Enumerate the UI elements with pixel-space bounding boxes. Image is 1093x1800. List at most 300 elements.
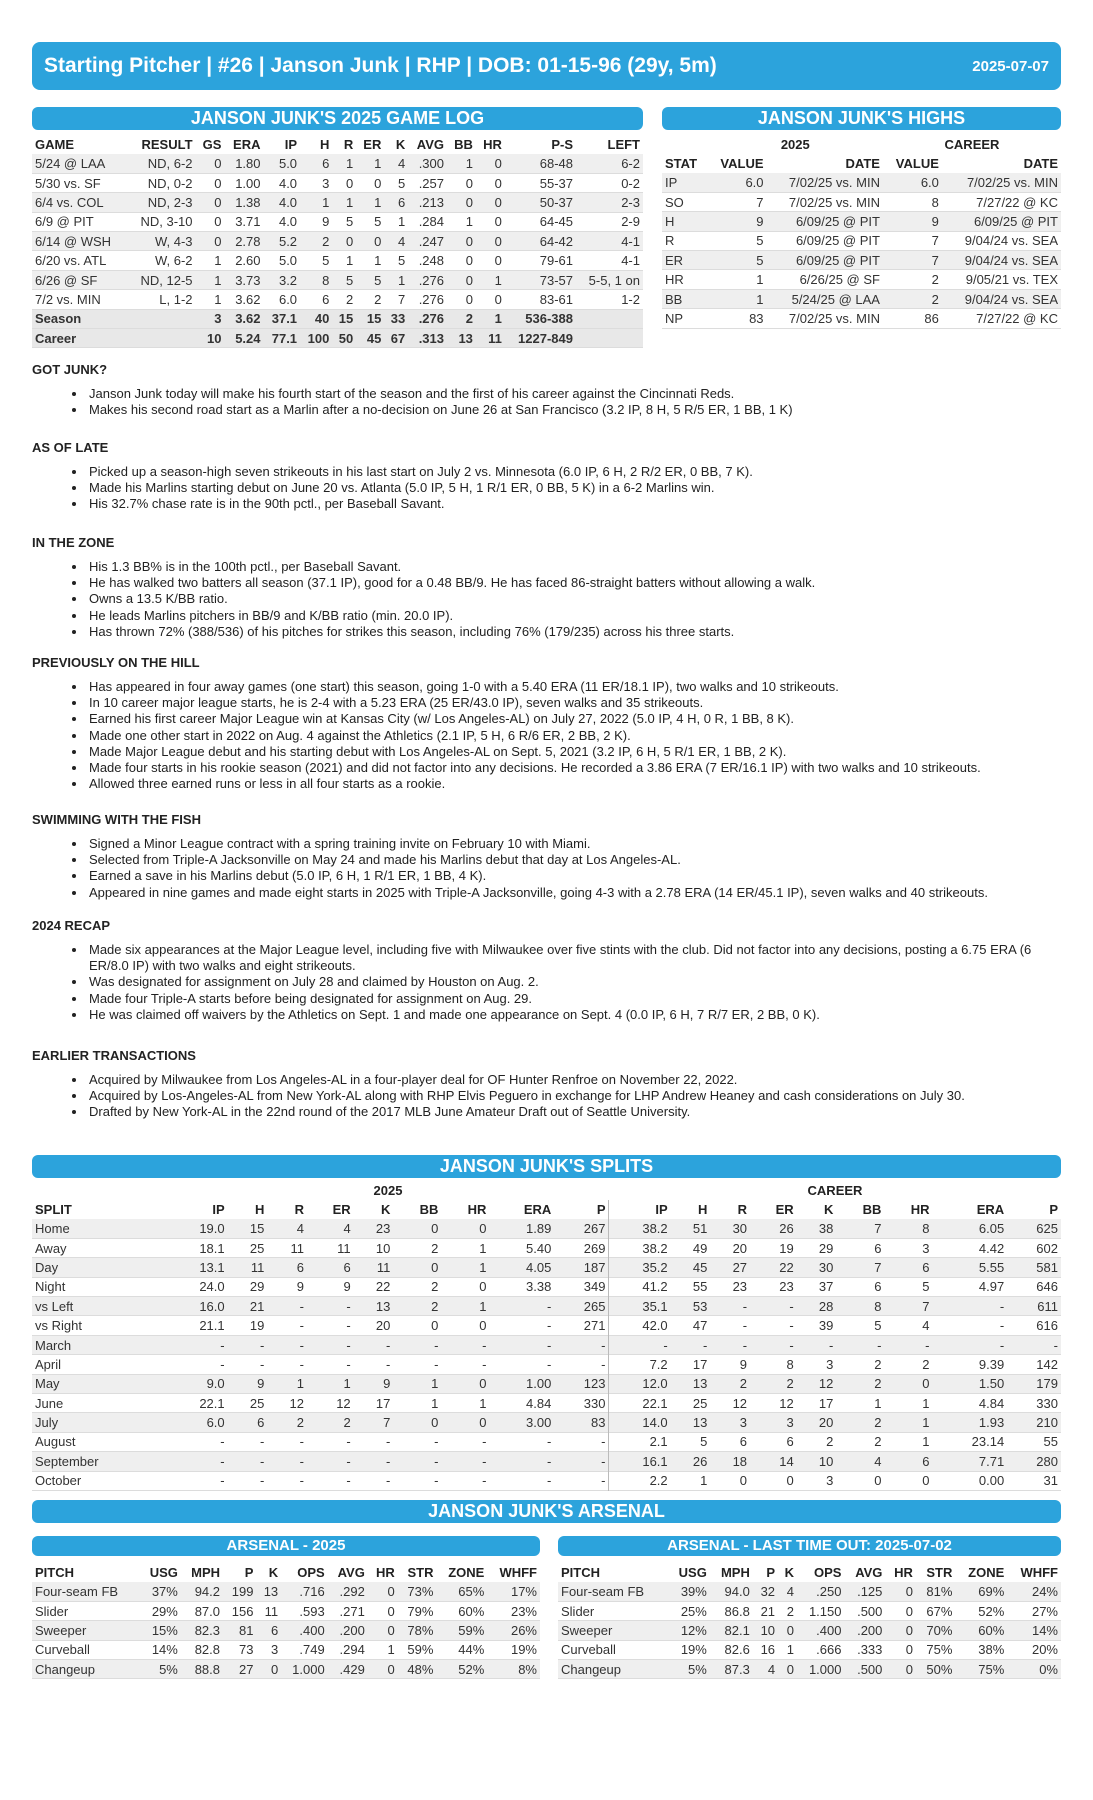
table-cell: 1 bbox=[884, 1413, 932, 1432]
table-cell: 6.0 bbox=[167, 1413, 228, 1432]
table-cell: 1 bbox=[476, 270, 505, 289]
table-cell: 29 bbox=[249, 1279, 265, 1295]
table-cell: 0-2 bbox=[621, 175, 640, 191]
table-cell: 100 bbox=[300, 329, 332, 348]
table-cell: - bbox=[299, 1356, 305, 1372]
table-cell: 73% bbox=[398, 1582, 437, 1601]
table-cell: 13 bbox=[671, 1374, 711, 1393]
table-cell: 0 bbox=[196, 232, 225, 251]
table-cell: 2 bbox=[710, 1374, 750, 1393]
table-cell: 65% bbox=[436, 1582, 487, 1601]
table-cell: 6/26/25 @ SF bbox=[799, 272, 880, 288]
table-cell: - bbox=[441, 1452, 489, 1471]
column-header: HR bbox=[483, 137, 502, 152]
table-cell: 6 bbox=[874, 1240, 882, 1256]
list-item: • Earned his first career Major League win at Kansas City (w/ Los Angeles-AL) on July 27, 2022 (5.0 IP, 4 H, 0 R, 1 BB, 8 K). bbox=[87, 711, 1061, 727]
table-cell: 4.0 bbox=[264, 193, 301, 212]
table-cell: 27% bbox=[1031, 1603, 1058, 1619]
table-cell: April bbox=[35, 1356, 62, 1372]
notes-list bbox=[87, 679, 1061, 792]
table-cell: 11 bbox=[337, 1240, 351, 1256]
notes-heading: AS OF LATE bbox=[32, 440, 109, 455]
game-log-total-row bbox=[32, 329, 643, 348]
table-cell: 280 bbox=[1007, 1452, 1061, 1471]
table-cell: 6 bbox=[739, 1434, 748, 1450]
table-cell: 2 bbox=[393, 1297, 441, 1316]
arsenal-title: JANSON JUNK'S ARSENAL bbox=[32, 1500, 1061, 1523]
column-header: LEFT bbox=[607, 137, 640, 152]
table-cell: ND, 0-2 bbox=[147, 175, 193, 191]
table-cell: 15 bbox=[332, 309, 356, 328]
notes-section bbox=[32, 362, 1061, 418]
table-cell: .292 bbox=[328, 1582, 368, 1601]
table-cell: 199 bbox=[223, 1582, 256, 1601]
table-cell: 0 bbox=[885, 1582, 916, 1601]
notes-section bbox=[32, 1048, 1061, 1121]
table-cell: 0 bbox=[479, 1279, 487, 1295]
table-cell: 1227-849 bbox=[505, 329, 576, 348]
table-cell: ER bbox=[662, 251, 708, 270]
column-header: ER bbox=[363, 137, 382, 152]
list-item: • Drafted by New York-AL in the 22nd round of the 2017 MLB June Amateur Draft out of Seattle University. bbox=[87, 1104, 1061, 1120]
table-cell: 8% bbox=[487, 1660, 540, 1679]
table-cell: - bbox=[259, 1473, 265, 1489]
table-cell: 2 bbox=[300, 232, 332, 251]
table-cell: 4 bbox=[836, 1452, 884, 1471]
table-cell: .429 bbox=[328, 1660, 368, 1679]
table-cell: 47 bbox=[692, 1318, 708, 1334]
table-cell: - bbox=[789, 1318, 794, 1334]
table-cell: 1 bbox=[384, 270, 408, 289]
splits-title: JANSON JUNK'S SPLITS bbox=[32, 1155, 1061, 1178]
table-cell: 0 bbox=[196, 154, 225, 173]
table-cell: 0.00 bbox=[978, 1473, 1005, 1489]
table-cell: 0 bbox=[441, 1219, 489, 1238]
list-item: • Appeared in nine games and made eight starts in 2025 with Triple-A Jacksonville, going 4-3 with a 2.78 ERA (14 ER/45.1 IP), seven walks and 40 strikeouts. bbox=[87, 885, 1061, 901]
table-cell: 1.00 bbox=[235, 175, 261, 191]
arsenal-last-title: ARSENAL - LAST TIME OUT: 2025-07-02 bbox=[558, 1536, 1061, 1556]
table-cell: Changeup bbox=[558, 1660, 668, 1679]
table-cell: 16.0 bbox=[167, 1297, 228, 1316]
table-cell: 0 bbox=[479, 1318, 487, 1334]
table-cell: 38.2 bbox=[609, 1219, 671, 1238]
list-item: • Makes his second road start as a Marlin after a no-decision on June 26 at San Francisco (3.2 IP, 8 H, 5 R/5 ER, 1 BB, 1 K) bbox=[87, 402, 1061, 418]
table-cell: 330 bbox=[1036, 1395, 1058, 1411]
splits-group-career: CAREER bbox=[807, 1183, 863, 1198]
table-cell: 267 bbox=[554, 1219, 609, 1238]
column-header: ERA bbox=[233, 137, 261, 152]
table-cell: 15% bbox=[140, 1621, 181, 1640]
highs-title: JANSON JUNK'S HIGHS bbox=[662, 107, 1061, 130]
table-cell: 0 bbox=[447, 270, 476, 289]
table-cell: 2-3 bbox=[576, 193, 643, 212]
column-header: DATE bbox=[845, 156, 880, 171]
table-cell: 2 bbox=[431, 1240, 439, 1256]
table-cell: 4.0 bbox=[278, 175, 298, 191]
table-cell: 1 bbox=[356, 154, 384, 173]
table-cell: 6.05 bbox=[932, 1219, 1007, 1238]
table-cell: 0% bbox=[1007, 1660, 1061, 1679]
table-cell: 6 bbox=[267, 1258, 307, 1277]
table-cell: 67 bbox=[384, 329, 408, 348]
column-header: GAME bbox=[35, 137, 74, 152]
column-header: K bbox=[395, 137, 406, 152]
table-cell: Day bbox=[32, 1258, 167, 1277]
table-cell: 21 bbox=[760, 1603, 776, 1619]
table-cell: 123 bbox=[554, 1374, 609, 1393]
table-cell: 23% bbox=[510, 1603, 537, 1619]
table-cell: .300 bbox=[408, 154, 447, 173]
table-cell: 55 bbox=[692, 1279, 708, 1295]
table-cell: 1 bbox=[196, 270, 225, 289]
table-cell: 21.1 bbox=[199, 1318, 225, 1334]
table-cell: Changeup bbox=[32, 1660, 140, 1679]
list-item: • Has thrown 72% (388/536) of his pitches for strikes this season, including 76% (179/235) across his three starts. bbox=[87, 624, 1061, 640]
table-cell: 1 bbox=[708, 289, 767, 308]
table-cell: 23 bbox=[732, 1279, 748, 1295]
table-cell: 5/24 @ LAA bbox=[32, 154, 128, 173]
splits-row bbox=[32, 1432, 1061, 1451]
column-header: IP bbox=[609, 1200, 671, 1219]
table-cell: 5-5, 1 on bbox=[576, 270, 643, 289]
table-cell: 94.2 bbox=[181, 1582, 223, 1601]
notes-heading: GOT JUNK? bbox=[32, 362, 108, 377]
splits-row bbox=[32, 1394, 1061, 1413]
table-cell: ND, 3-10 bbox=[140, 214, 193, 230]
column-header: VALUE bbox=[895, 156, 939, 171]
table-cell: 6 bbox=[322, 291, 330, 307]
table-cell: - bbox=[393, 1335, 441, 1354]
table-cell: - bbox=[228, 1452, 268, 1471]
table-cell: 0 bbox=[465, 253, 473, 269]
table-cell: 0 bbox=[476, 232, 505, 251]
column-header: USG bbox=[149, 1565, 178, 1580]
table-cell: 16.1 bbox=[609, 1452, 671, 1471]
table-cell: 6/09/25 @ PIT bbox=[767, 251, 883, 270]
table-cell: 625 bbox=[1007, 1219, 1061, 1238]
table-cell: - bbox=[932, 1335, 1007, 1354]
splits-row bbox=[32, 1258, 1061, 1277]
table-cell: 6.0 bbox=[708, 173, 767, 192]
table-cell: 1 bbox=[307, 1374, 354, 1393]
table-cell: 1 bbox=[300, 193, 332, 212]
highs-row bbox=[662, 212, 1061, 231]
table-cell: 55-37 bbox=[539, 175, 573, 191]
table-cell: 1 bbox=[398, 214, 406, 230]
report-date: 2025-07-07 bbox=[972, 57, 1049, 75]
table-cell: - bbox=[750, 1297, 797, 1316]
table-cell: - bbox=[167, 1335, 228, 1354]
column-header: OPS bbox=[814, 1565, 842, 1580]
table-cell: 12 bbox=[779, 1395, 794, 1411]
table-cell: 11 bbox=[264, 1603, 279, 1619]
splits-row bbox=[32, 1374, 1061, 1393]
table-cell: 0 bbox=[494, 291, 502, 307]
table-cell: .313 bbox=[408, 329, 447, 348]
table-cell: 581 bbox=[1007, 1258, 1061, 1277]
column-header: PITCH bbox=[561, 1565, 600, 1580]
table-cell: 20 bbox=[732, 1240, 748, 1256]
table-cell: .400 bbox=[797, 1621, 844, 1640]
table-cell: 3 bbox=[826, 1356, 834, 1372]
table-cell: 4-1 bbox=[621, 253, 640, 269]
arsenal-last-row bbox=[558, 1601, 1061, 1620]
table-cell: July bbox=[32, 1413, 167, 1432]
table-cell: 19.0 bbox=[167, 1219, 228, 1238]
table-cell: 38% bbox=[978, 1642, 1005, 1658]
table-cell: 14% bbox=[151, 1642, 178, 1658]
table-cell: - bbox=[546, 1434, 552, 1450]
table-cell: - bbox=[601, 1473, 606, 1489]
table-cell: 1.93 bbox=[932, 1413, 1007, 1432]
column-header: BB bbox=[419, 1202, 439, 1217]
table-cell: 19 bbox=[779, 1240, 794, 1256]
table-cell: 82.6 bbox=[724, 1642, 750, 1658]
table-cell: .294 bbox=[339, 1642, 365, 1658]
table-cell: 0 bbox=[905, 1642, 913, 1658]
list-item: • Was designated for assignment on July 28 and claimed by Houston on Aug. 2. bbox=[87, 974, 1061, 990]
table-cell: HR bbox=[665, 272, 684, 288]
arsenal-season-row bbox=[32, 1621, 540, 1640]
table-cell: 52% bbox=[436, 1660, 487, 1679]
table-cell: 0 bbox=[214, 214, 222, 230]
table-cell: 0 bbox=[447, 232, 476, 251]
table-cell: 4 bbox=[384, 154, 408, 173]
table-cell: 81 bbox=[223, 1621, 256, 1640]
table-cell: - bbox=[220, 1356, 225, 1372]
table-cell: - bbox=[434, 1473, 439, 1489]
table-cell: Curveball bbox=[561, 1642, 616, 1658]
table-cell: 12% bbox=[668, 1621, 710, 1640]
table-cell: 8 bbox=[931, 194, 939, 210]
table-cell: 3 bbox=[322, 175, 330, 191]
table-cell: 9 bbox=[739, 1356, 748, 1372]
table-cell: - bbox=[546, 1356, 552, 1372]
table-cell: 50-37 bbox=[505, 193, 576, 212]
table-cell: 5.24 bbox=[224, 329, 263, 348]
table-cell: 0 bbox=[778, 1660, 797, 1679]
table-cell: 0 bbox=[465, 291, 473, 307]
table-cell: 0 bbox=[476, 193, 505, 212]
table-cell: 11 bbox=[476, 329, 505, 348]
table-cell: 17 bbox=[818, 1395, 834, 1411]
game-log-header-row bbox=[32, 135, 643, 154]
column-header: P bbox=[766, 1565, 776, 1580]
column-header: IP bbox=[284, 137, 298, 152]
table-cell: 5 bbox=[922, 1279, 930, 1295]
table-cell: 0 bbox=[431, 1318, 439, 1334]
column-header: ERA bbox=[523, 1202, 552, 1217]
table-cell: 6/4 vs. COL bbox=[32, 193, 128, 212]
table-cell: 45 bbox=[356, 329, 384, 348]
table-cell: 1 bbox=[447, 154, 476, 173]
table-cell: 5 bbox=[332, 270, 356, 289]
splits-row bbox=[32, 1297, 1061, 1316]
table-cell: October bbox=[35, 1473, 82, 1489]
table-cell: 1 bbox=[431, 1395, 439, 1411]
table-cell: 39 bbox=[818, 1318, 834, 1334]
table-cell: 1.80 bbox=[224, 154, 263, 173]
arsenal-season-row bbox=[32, 1582, 540, 1601]
table-cell: - bbox=[932, 1297, 1007, 1316]
table-cell: Sweeper bbox=[32, 1621, 140, 1640]
highs-row bbox=[662, 192, 1061, 211]
table-cell: 12 bbox=[732, 1395, 748, 1411]
table-cell: 55 bbox=[1043, 1434, 1058, 1450]
table-cell: 3 bbox=[270, 1642, 279, 1658]
table-cell: 7/02/25 vs. MIN bbox=[788, 310, 880, 326]
arsenal-section bbox=[32, 1500, 1061, 1523]
table-cell: 81% bbox=[916, 1582, 955, 1601]
table-cell: 40 bbox=[300, 309, 332, 328]
table-cell: .213 bbox=[408, 193, 447, 212]
table-cell: 52% bbox=[978, 1603, 1005, 1619]
table-cell: 86 bbox=[924, 310, 939, 326]
column-header: ZONE bbox=[968, 1565, 1005, 1580]
table-cell: 9 bbox=[708, 212, 767, 231]
table-cell: 271 bbox=[583, 1318, 606, 1334]
table-cell: - bbox=[393, 1452, 441, 1471]
column-header: IP bbox=[212, 1202, 225, 1217]
table-cell: H bbox=[662, 212, 708, 231]
table-cell: 4 bbox=[384, 232, 408, 251]
table-cell: 78% bbox=[398, 1621, 437, 1640]
column-header: MPH bbox=[191, 1565, 220, 1580]
table-cell: 0 bbox=[368, 1660, 398, 1679]
table-cell: 3 bbox=[922, 1240, 930, 1256]
list-item: • Signed a Minor League contract with a spring training invite on February 10 with Miami. bbox=[87, 836, 1061, 852]
table-cell: .284 bbox=[418, 214, 444, 230]
table-cell: - bbox=[307, 1452, 354, 1471]
splits-table bbox=[32, 1181, 1061, 1491]
table-cell: 1 bbox=[700, 1473, 708, 1489]
table-cell: 35.2 bbox=[609, 1258, 671, 1277]
table-cell: 0 bbox=[393, 1219, 441, 1238]
highs-section bbox=[662, 107, 1061, 329]
table-cell bbox=[128, 309, 196, 328]
table-cell: 8 bbox=[786, 1356, 794, 1372]
column-header: H bbox=[697, 1202, 708, 1217]
table-cell: 6/26 @ SF bbox=[32, 270, 128, 289]
table-cell: - bbox=[299, 1434, 305, 1450]
table-cell: 3.73 bbox=[224, 270, 263, 289]
table-cell: 0 bbox=[368, 1621, 398, 1640]
table-cell: 39% bbox=[668, 1582, 710, 1601]
table-cell: - bbox=[354, 1335, 394, 1354]
table-cell: 31 bbox=[1043, 1473, 1058, 1489]
table-cell: 5 bbox=[756, 233, 764, 249]
table-cell: 3.00 bbox=[489, 1413, 554, 1432]
column-header: P bbox=[596, 1202, 606, 1217]
table-cell: - bbox=[434, 1356, 439, 1372]
table-cell: 210 bbox=[1007, 1413, 1061, 1432]
table-cell: 5/30 vs. SF bbox=[35, 175, 101, 191]
table-cell: 1 bbox=[479, 1395, 487, 1411]
table-cell: 2.78 bbox=[224, 232, 263, 251]
table-cell: 22.1 bbox=[199, 1395, 225, 1411]
table-cell: 1.00 bbox=[489, 1374, 554, 1393]
table-cell: 60% bbox=[955, 1621, 1007, 1640]
table-cell: 1.000 bbox=[797, 1660, 844, 1679]
table-cell: 3 bbox=[196, 309, 225, 328]
column-header: STR bbox=[407, 1565, 434, 1580]
table-cell: 24.0 bbox=[199, 1279, 225, 1295]
table-cell: 2 bbox=[931, 272, 939, 288]
table-cell: 23.14 bbox=[971, 1434, 1005, 1450]
list-item: • Has appeared in four away games (one start) this season, going 1-0 with a 5.40 ERA (11 ER/18.1 IP), two walks and 10 strikeouts. bbox=[87, 679, 1061, 695]
list-item: • Acquired by Los-Angeles-AL from New York-AL along with RHP Elvis Peguero in exchange for LHP Andrew Heaney and cash considerations on July 30. bbox=[87, 1088, 1061, 1104]
table-cell: August bbox=[35, 1434, 76, 1450]
table-cell: 646 bbox=[1036, 1279, 1058, 1295]
table-cell: 38 bbox=[797, 1219, 837, 1238]
column-header: OPS bbox=[297, 1565, 325, 1580]
table-cell: 5 bbox=[346, 214, 354, 230]
table-cell: Slider bbox=[35, 1603, 69, 1619]
table-cell: 7/27/22 @ KC bbox=[976, 194, 1058, 210]
table-cell: 8 bbox=[300, 270, 332, 289]
table-cell: 19% bbox=[680, 1642, 707, 1658]
table-cell: 10 bbox=[196, 329, 225, 348]
list-item: • Made four Triple-A starts before being designated for assignment on Aug. 29. bbox=[87, 991, 1061, 1007]
column-header: HR bbox=[910, 1202, 930, 1217]
table-cell: 0 bbox=[778, 1621, 797, 1640]
column-header: H bbox=[319, 137, 330, 152]
column-header: AVG bbox=[855, 1565, 883, 1580]
table-cell: 7 bbox=[884, 1297, 932, 1316]
splits-header-row bbox=[32, 1200, 1061, 1219]
notes-list bbox=[87, 386, 1061, 418]
table-cell: 3.2 bbox=[264, 270, 301, 289]
table-cell: .500 bbox=[857, 1603, 883, 1619]
table-cell: 5.40 bbox=[526, 1240, 552, 1256]
table-cell: - bbox=[671, 1335, 711, 1354]
table-cell: 38.2 bbox=[609, 1238, 671, 1257]
table-cell: - bbox=[482, 1473, 487, 1489]
table-cell: - bbox=[228, 1335, 268, 1354]
table-cell: 88.8 bbox=[181, 1660, 223, 1679]
table-cell: 2 bbox=[786, 1603, 794, 1619]
table-cell: 6 bbox=[256, 1621, 281, 1640]
table-cell: 0 bbox=[465, 175, 473, 191]
table-cell: .666 bbox=[816, 1642, 842, 1658]
table-cell: 187 bbox=[554, 1258, 609, 1277]
table-cell: 53 bbox=[671, 1297, 711, 1316]
table-cell: 42.0 bbox=[609, 1316, 671, 1335]
table-cell: 4 bbox=[753, 1660, 778, 1679]
table-cell: 0 bbox=[374, 175, 382, 191]
list-item: • Made six appearances at the Major League level, including five with Milwaukee over five stints with the club. Did not factor into any decisions, posting a 6.75 ERA (6 ER/8.0 IP) with two walks and eight strikeouts. bbox=[87, 942, 1061, 974]
table-cell: 0 bbox=[196, 193, 225, 212]
table-cell: 79% bbox=[407, 1603, 434, 1619]
table-cell: 32 bbox=[753, 1582, 778, 1601]
table-cell: 10 bbox=[753, 1621, 778, 1640]
table-cell: 9 bbox=[354, 1374, 394, 1393]
table-cell: 2 bbox=[374, 291, 382, 307]
arsenal-last-row bbox=[558, 1660, 1061, 1679]
arsenal-season-section bbox=[32, 1536, 540, 1679]
table-cell: 6-2 bbox=[576, 154, 643, 173]
table-cell: 1 bbox=[332, 154, 356, 173]
table-cell: - bbox=[441, 1335, 489, 1354]
table-cell: - bbox=[546, 1318, 552, 1334]
table-cell: .716 bbox=[281, 1582, 328, 1601]
table-cell: 3.38 bbox=[526, 1279, 552, 1295]
table-cell: 2 bbox=[431, 1279, 439, 1295]
list-item: • Allowed three earned runs or less in all four starts as a rookie. bbox=[87, 776, 1061, 792]
arsenal-season-title: ARSENAL - 2025 bbox=[32, 1536, 540, 1556]
table-cell: 87.3 bbox=[710, 1660, 753, 1679]
list-item: • He leads Marlins pitchers in BB/9 and K/BB ratio (min. 20.0 IP). bbox=[87, 608, 1061, 624]
